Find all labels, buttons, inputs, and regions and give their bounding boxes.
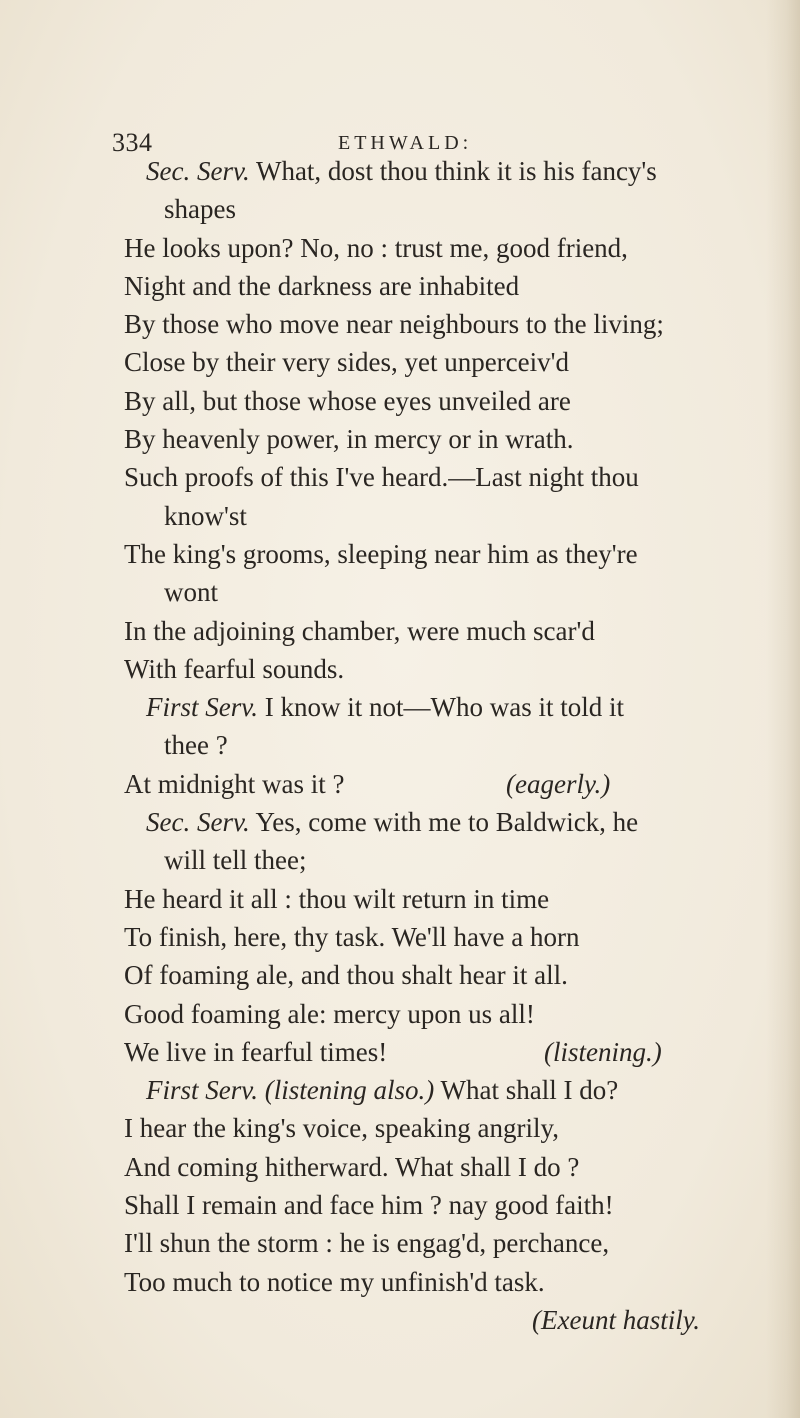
verse-line bbox=[124, 1186, 764, 1224]
running-title: ETHWALD: bbox=[338, 132, 473, 154]
verse-line bbox=[124, 305, 764, 343]
verse-line bbox=[124, 1109, 764, 1147]
line-text: will tell thee; bbox=[164, 845, 307, 876]
line-text: Close by their very sides, yet unperceiv'd bbox=[124, 347, 569, 378]
verse-line bbox=[124, 573, 764, 611]
verse-line bbox=[124, 1148, 764, 1186]
line-text: At midnight was it ? bbox=[124, 768, 345, 799]
verse-line bbox=[124, 267, 764, 305]
verse-line bbox=[124, 995, 764, 1033]
line-text: I hear the king's voice, speaking angrily, bbox=[124, 1113, 559, 1144]
line-text: By those who move near neighbours to the living; bbox=[124, 309, 664, 340]
verse-line bbox=[124, 343, 764, 381]
line-text: know'st bbox=[164, 500, 247, 531]
speaker-name: Sec. Serv. bbox=[146, 807, 250, 838]
line-text: What, dost thou think it is his fancy's bbox=[249, 156, 657, 186]
line-text: Such proofs of this I've heard.—Last night thou bbox=[124, 462, 639, 493]
verse-line bbox=[124, 1071, 764, 1109]
line-text: I'll shun the storm : he is engag'd, perchance, bbox=[124, 1228, 610, 1259]
line-text: thee ? bbox=[164, 730, 228, 761]
line-text: With fearful sounds. bbox=[124, 653, 345, 684]
verse-line bbox=[124, 880, 764, 918]
line-text: Too much to notice my unfinish'd task. bbox=[124, 1266, 545, 1297]
line-text: By all, but those whose eyes unveiled are bbox=[124, 385, 571, 416]
speaker-name: First Serv. bbox=[146, 1075, 258, 1106]
verse-text bbox=[124, 152, 764, 1339]
verse-line bbox=[124, 152, 764, 190]
verse-line bbox=[124, 803, 764, 841]
verse-line bbox=[124, 765, 764, 803]
verse-line bbox=[124, 497, 764, 535]
verse-line bbox=[124, 1301, 764, 1339]
line-text: And coming hitherward. What shall I do ? bbox=[124, 1151, 580, 1182]
line-text: To finish, here, thy task. We'll have a horn bbox=[124, 921, 580, 952]
verse-line bbox=[124, 650, 764, 688]
verse-line bbox=[124, 229, 764, 267]
verse-line bbox=[124, 382, 764, 420]
stage-direction: (Exeunt hastily. bbox=[532, 1304, 700, 1335]
line-text: Of foaming ale, and thou shalt hear it all. bbox=[124, 960, 568, 991]
page-number: 334 bbox=[112, 128, 153, 157]
verse-line bbox=[124, 688, 764, 726]
line-text: shapes bbox=[164, 194, 236, 225]
line-text: Yes, come with me to Baldwick, he bbox=[249, 807, 639, 838]
line-text: Night and the darkness are inhabited bbox=[124, 270, 520, 301]
stage-direction: (listening.) bbox=[544, 1036, 662, 1067]
line-text: We live in fearful times! bbox=[124, 1036, 388, 1067]
line-text: Shall I remain and face him ? nay good faith! bbox=[124, 1190, 614, 1221]
verse-line bbox=[124, 1263, 764, 1301]
verse-line bbox=[124, 190, 764, 228]
verse-line bbox=[124, 1224, 764, 1262]
verse-line bbox=[124, 956, 764, 994]
speaker-name: Sec. Serv. bbox=[146, 156, 250, 186]
stage-direction: (eagerly.) bbox=[506, 768, 611, 799]
page-edge-shadow bbox=[766, 0, 800, 1418]
line-text: Good foaming ale: mercy upon us all! bbox=[124, 998, 535, 1029]
line-text: He looks upon? No, no : trust me, good friend, bbox=[124, 232, 628, 263]
verse-line bbox=[124, 458, 764, 496]
line-text: What shall I do? bbox=[434, 1075, 619, 1106]
verse-line bbox=[124, 612, 764, 650]
line-text: In the adjoining chamber, were much scar'd bbox=[124, 615, 595, 646]
verse-line bbox=[124, 1033, 764, 1071]
speaker-name: First Serv. bbox=[146, 692, 258, 723]
line-text: He heard it all : thou wilt return in time bbox=[124, 883, 550, 914]
line-text: I know it not—Who was it told it bbox=[257, 692, 624, 723]
verse-line bbox=[124, 535, 764, 573]
stage-direction: (listening also.) bbox=[257, 1075, 435, 1106]
verse-line bbox=[124, 841, 764, 879]
line-text: By heavenly power, in mercy or in wrath. bbox=[124, 424, 574, 455]
verse-line bbox=[124, 420, 764, 458]
line-text: The king's grooms, sleeping near him as they're bbox=[124, 538, 638, 569]
verse-line bbox=[124, 918, 764, 956]
line-text: wont bbox=[164, 577, 218, 608]
verse-line bbox=[124, 726, 764, 764]
